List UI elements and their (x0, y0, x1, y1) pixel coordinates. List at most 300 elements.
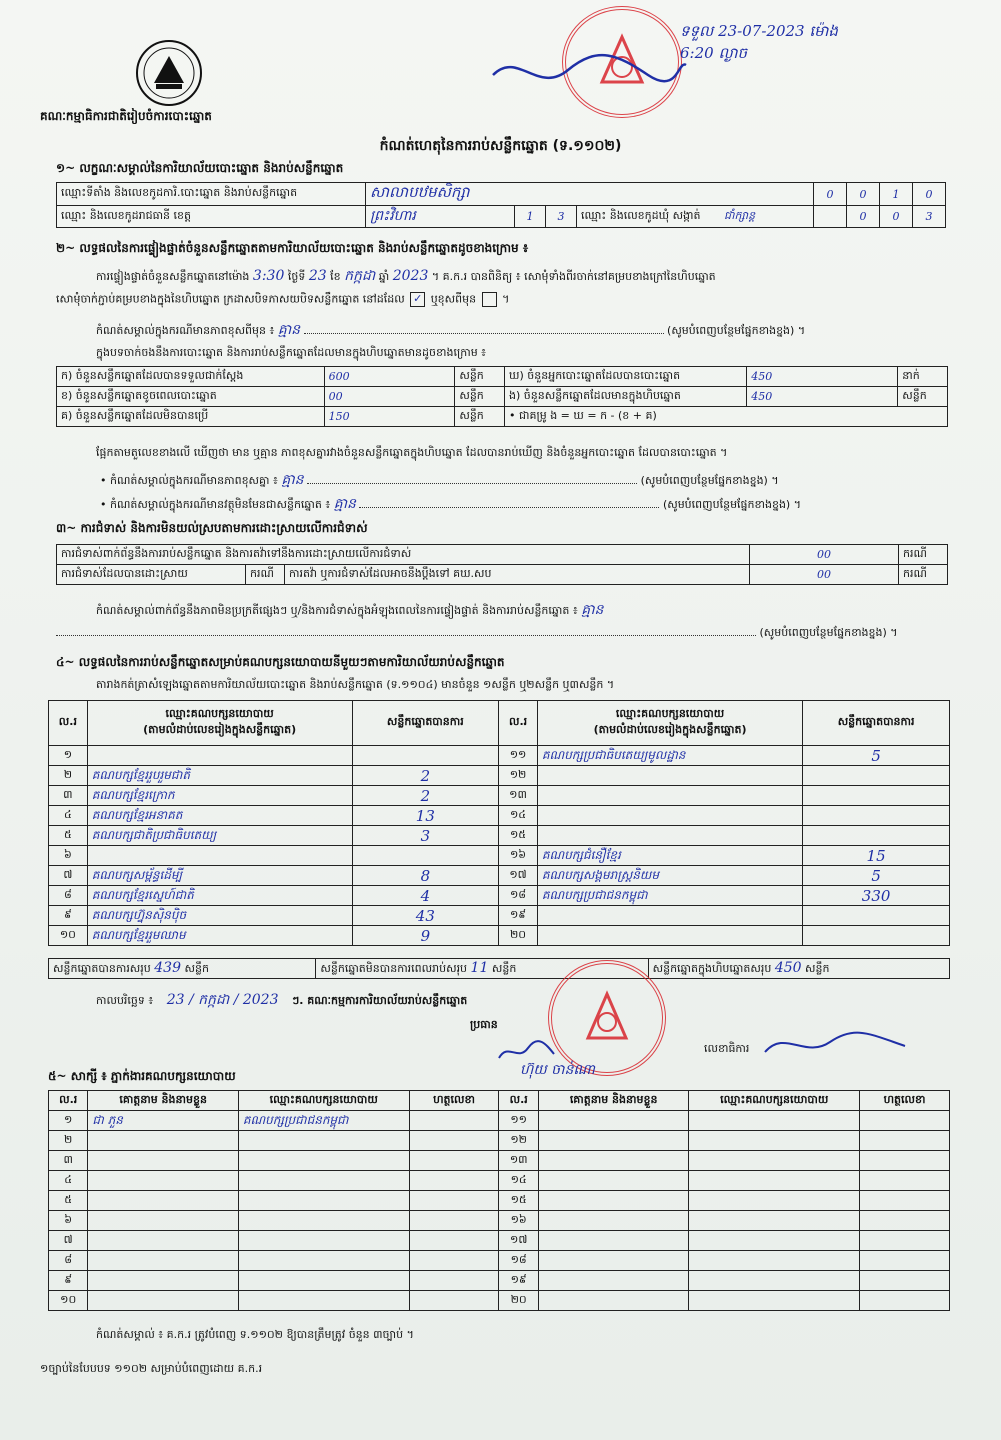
province-value: ព្រះវិហារ (366, 206, 515, 228)
table-row (49, 906, 950, 926)
note3-value: គ្មាន (333, 496, 356, 512)
party-name (537, 786, 802, 806)
witness-name (88, 1291, 239, 1311)
table-row (49, 746, 950, 766)
witness-no: ១៣ (499, 1151, 538, 1171)
witness-party (238, 1171, 409, 1191)
party-name (537, 766, 802, 786)
location-value: សាលាបឋមសិក្សា (366, 183, 814, 206)
irregularity-hint: (សូមបំពេញបន្ថែមផ្នែកខាងខ្នង) ។ (759, 626, 898, 639)
witness-signature (409, 1111, 499, 1131)
vote-count: 5 (803, 866, 950, 886)
witness-signature (409, 1211, 499, 1231)
row-no: ១៧ (499, 866, 538, 886)
witness-party (689, 1211, 860, 1231)
province-code-1: 1 (515, 206, 546, 228)
row-no: ៥ (49, 826, 88, 846)
total-box-cell (648, 959, 949, 979)
col-party-left-title: ឈ្មោះគណបក្សនយោបាយ (165, 707, 274, 720)
w-col-sign-left: ហត្ថលេខា (409, 1091, 499, 1111)
form-title: កំណត់ហេតុនៃការរាប់សន្លឹកឆ្នោត (ទ.១១០២) (379, 138, 622, 154)
total-invalid-value: 11 (470, 959, 489, 976)
vote-count: 330 (803, 886, 950, 906)
row-no: ២០ (499, 926, 538, 946)
commune-label-cell (577, 206, 814, 228)
vote-count (803, 926, 950, 946)
witness-no: ២ (49, 1131, 88, 1151)
vote-count: 9 (352, 926, 499, 946)
table-row (49, 866, 950, 886)
witness-no: ១១ (499, 1111, 538, 1131)
party-name (87, 746, 352, 766)
witness-name (88, 1171, 239, 1191)
commune-code-1: 0 (847, 206, 880, 228)
totals-table (48, 958, 950, 979)
commune-value: ជាំក្សាន្ត (724, 208, 756, 222)
witness-party (689, 1171, 860, 1191)
objection-value: 00 (750, 545, 899, 565)
party-name: គណបក្សប្រជាធិបតេយ្យមូលដ្ឋាន (537, 746, 802, 766)
commune-code-3: 3 (913, 206, 946, 228)
vote-count: 15 (803, 846, 950, 866)
witness-name (88, 1251, 239, 1271)
spoiled-value: 00 (324, 387, 455, 407)
vote-count (803, 826, 950, 846)
party-name (537, 906, 802, 926)
total-box-label: សន្លឹកឆ្នោតក្នុងហិបឆ្នោតសរុប (652, 961, 772, 975)
received-unit: សន្លឹក (455, 367, 505, 387)
witness-signature (860, 1191, 950, 1211)
witness-name (538, 1211, 689, 1231)
in-box-value: 450 (747, 387, 898, 407)
witness-party (689, 1111, 860, 1131)
row-no: ១២ (499, 766, 538, 786)
witness-signature (409, 1151, 499, 1171)
commune-code-blank (814, 206, 847, 228)
table-row (49, 786, 950, 806)
col-party-left-sub: (តាមលំដាប់លេខរៀងក្នុងសន្លឹកឆ្នោត) (143, 723, 297, 736)
vote-count: 13 (352, 806, 499, 826)
verification-text-b: ថ្ងៃទី (287, 270, 306, 283)
note1-line (96, 320, 956, 341)
received-label: ក) ចំនួនសន្លឹកឆ្នោតដែលបានទទួលជាក់ស្តែង (57, 367, 325, 387)
receipt-note: ទទួល 23-07-2023 ម៉ោង 6:20 ល្ងាច (680, 22, 838, 62)
witness-no: ១៨ (499, 1251, 538, 1271)
witness-name (538, 1151, 689, 1171)
in-box-label: ង) ចំនួនសន្លឹកឆ្នោតដែលមានក្នុងហិបឆ្នោត (505, 387, 747, 407)
row-no: ១០ (49, 926, 88, 946)
w-col-party-right: ឈ្មោះគណបក្សនយោបាយ (689, 1091, 860, 1111)
vote-count: 5 (803, 746, 950, 766)
party-name (537, 826, 802, 846)
discrepancy-line: ផ្អែកតាមតួលេខខាងលើ ឃើញថា មាន ឬគ្មាន ភាពខុសគ្នារវាងចំនួនសន្លឹកឆ្នោតក្នុងហិបឆ្នោត ដែលបានរាប់ឃើញ និងចំនួនអ្នកបោះឆ្នោត ដែលបានបោះឆ្នោត ។ (96, 446, 728, 459)
total-invalid-unit: សន្លឹក (491, 961, 517, 975)
witness-no: ៩ (49, 1271, 88, 1291)
witness-party (238, 1291, 409, 1311)
section4-intro: តារាងកត់ត្រាសំឡេងឆ្នោតតាមការិយាល័យបោះឆ្នោត និងរាប់សន្លឹកឆ្នោត (ទ.១១០៤) មានចំនួន ១សន្លឹក ឬ២សន្លឹក ឬ៣សន្លឹក ។ (96, 678, 615, 691)
witness-body (49, 1111, 950, 1311)
witness-signature (860, 1111, 950, 1131)
total-invalid-label: សន្លឹកឆ្នោតមិនបានការពេលរាប់សរុប (320, 961, 468, 975)
witness-row (49, 1191, 950, 1211)
witness-row (49, 1231, 950, 1251)
witness-party (238, 1191, 409, 1211)
section3-table (56, 544, 948, 585)
witness-party (689, 1151, 860, 1171)
witness-name: ជា ភួន (88, 1111, 239, 1131)
irregularity-hint-line (56, 626, 946, 642)
col-votes-right: សន្លឹកឆ្នោតបានការ (803, 701, 950, 746)
witness-no: ៥ (49, 1191, 88, 1211)
bottom-note: ១ច្បាប់នៃបែបបទ ១១០២ សម្រាប់បំពេញដោយ គ.ក.រ (40, 1362, 263, 1375)
witness-signature (409, 1271, 499, 1291)
row-no: ១៤ (499, 806, 538, 826)
total-valid-label: សន្លឹកឆ្នោតបានការសរុប (53, 961, 151, 975)
witness-signature (409, 1251, 499, 1271)
total-valid-value: 439 (154, 959, 181, 976)
col-party-left (87, 701, 352, 746)
witness-table (48, 1090, 950, 1311)
different-checkbox[interactable] (482, 292, 497, 307)
col-no-right: ល.រ (499, 701, 538, 746)
w-col-name-left: គោត្តនាម និងនាមខ្លួន (88, 1091, 239, 1111)
witness-no: ៤ (49, 1171, 88, 1191)
witness-row (49, 1211, 950, 1231)
witness-party (689, 1131, 860, 1151)
col-votes-left: សន្លឹកឆ្នោតបានការ (352, 701, 499, 746)
vote-count (803, 766, 950, 786)
date-line (96, 990, 467, 1011)
note1-label: កំណត់សម្គាល់ក្នុងករណីមានភាពខុសពីមុន ៖ (96, 324, 275, 337)
voters-label: ឃ) ចំនួនអ្នកបោះឆ្នោតដែលបានបោះឆ្នោត (505, 367, 747, 387)
witness-signature (409, 1131, 499, 1151)
commune-code-2: 0 (880, 206, 913, 228)
witness-row (49, 1151, 950, 1171)
witness-no: ១៧ (499, 1231, 538, 1251)
col-party-right-sub: (តាមលំដាប់លេខរៀងក្នុងសន្លឹកឆ្នោត) (593, 723, 747, 736)
witness-name (538, 1251, 689, 1271)
note2-label: • កំណត់សម្គាល់ក្នុងករណីមានភាពខុសគ្នា ៖ (100, 474, 278, 487)
note1-value: គ្មាន (277, 322, 301, 338)
row-no: ៦ (49, 846, 88, 866)
row-no: ៧ (49, 866, 88, 886)
witness-name (538, 1191, 689, 1211)
footer-note: កំណត់សម្គាល់ ៖ គ.ក.រ ត្រូវបំពេញ ទ.១១០២ ឱ្យបានត្រឹមត្រូវ ចំនួន ៣ច្បាប់ ។ (96, 1328, 414, 1341)
row-no: ២ (49, 766, 88, 786)
president-label: ប្រធាន (470, 1018, 498, 1031)
verification-month: កក្កដា (344, 268, 376, 284)
row-no: ១១ (499, 746, 538, 766)
note1-hint: (សូមបំពេញបន្ថែមផ្នែកខាងខ្នង) ។ (667, 324, 806, 337)
vote-count (803, 906, 950, 926)
row-no: ៤ (49, 806, 88, 826)
table-row (49, 806, 950, 826)
location-code-2: 0 (847, 183, 880, 206)
witness-row (49, 1131, 950, 1151)
verification-line2-text: សោមុំចាក់ភ្ជាប់គម្របខាងក្នុងនៃហិបឆ្នោត ក្រដាសបិទភាសយបិទសន្លឹក​ឆ្នោត នៅដដែល (56, 292, 405, 306)
row-no: ១៨ (499, 886, 538, 906)
verification-time: 3:30 (252, 268, 285, 284)
date-label: កាលបរិច្ឆេទ ៖ (96, 994, 154, 1007)
note3-hint: (សូមបំពេញបន្ថែមផ្នែកខាងខ្នង) ។ (662, 498, 801, 511)
witness-name (88, 1231, 239, 1251)
verification-line2 (56, 292, 509, 309)
in-box-unit: សន្លឹក (898, 387, 948, 407)
w-col-party-left: ឈ្មោះគណបក្សនយោបាយ (238, 1091, 409, 1111)
witness-no: ៧ (49, 1231, 88, 1251)
secretary-label: លេខាធិការ (704, 1042, 750, 1055)
witness-no: ១ (49, 1111, 88, 1131)
party-name: គណបក្សសម្ព័ន្ធដើម្បី (87, 866, 352, 886)
row-no: ១៣ (499, 786, 538, 806)
party-name: គណបក្សខ្មែរក្រោក (87, 786, 352, 806)
col-no-left: ល.រ (49, 701, 88, 746)
different-option-label: ឬខុសពីមុន (430, 292, 477, 306)
section5-title: ៥~ សាក្សី ៖ ភ្នាក់ងារគណបក្សនយោបាយ (48, 1069, 236, 1083)
section2-intro: ក្នុងបទចាក់ចងនឹងការបោះឆ្នោត និងការរាប់សន្លឹកឆ្នោតដែលមានក្នុងហិបឆ្នោតមានដូចខាងក្រោម ៖ (96, 346, 487, 359)
section3-title: ៣~ ការជំទាស់ និងការមិនយល់ស្របតាមការដោះស្រាយលើការជំទាស់ (56, 521, 368, 535)
witness-signature (409, 1171, 499, 1191)
table-row (49, 766, 950, 786)
section2-title: ២~ លទ្ធផលនៃការផ្ទៀងផ្ទាត់ចំនួនសន្លឹកឆ្នោតតាមការិយាល័យបោះឆ្នោត និងរាប់សន្លឹកឆ្នោតដូចខាងក្រោម ៖ (56, 241, 529, 255)
vote-count: 8 (352, 866, 499, 886)
party-name: គណបក្សជាតិប្រជាធិបតេយ្យ (87, 826, 352, 846)
verification-text-d: ឆ្នាំ (378, 270, 390, 283)
witness-name (88, 1151, 239, 1171)
verification-text-c: ខែ (330, 270, 341, 283)
party-name: គណបក្សខ្មែរអនាគត (87, 806, 352, 826)
resolved-label: ការជំទាស់ដែលបានដោះស្រាយ (57, 565, 246, 585)
witness-party (238, 1211, 409, 1231)
official-stamp-bottom (548, 960, 666, 1076)
committee-label: គណៈកម្មាធិការជាតិរៀបចំការបោះឆ្នោត (40, 109, 212, 123)
table-row (49, 846, 950, 866)
irregularity-note (96, 600, 956, 621)
total-box-unit: សន្លឹក (805, 961, 830, 975)
witness-party (689, 1191, 860, 1211)
verification-line1 (96, 266, 956, 287)
witness-no: ៣ (49, 1151, 88, 1171)
location-code-4: 0 (913, 183, 946, 206)
party-name: គណបក្សខ្មែរស្នេហ៍ជាតិ (87, 886, 352, 906)
witness-name (538, 1131, 689, 1151)
note1-dots (304, 333, 664, 334)
office-committee-label: ៗ. គណៈកម្មការការិយាល័យរាប់សន្លឹកឆ្នោត (292, 994, 468, 1007)
objection-label: ការជំទាស់ពាក់ព័ន្ធនឹងការរាប់សន្លឹកឆ្នោត និងការតវ៉ាទៅនឹងការដោះស្រាយលើការជំទាស់ (57, 545, 750, 565)
table-row (49, 826, 950, 846)
witness-signature (860, 1211, 950, 1231)
witness-party (689, 1271, 860, 1291)
col-party-right-title: ឈ្មោះគណបក្សនយោបាយ (615, 707, 725, 720)
same-checkbox[interactable]: ✓ (410, 292, 425, 307)
witness-signature (860, 1151, 950, 1171)
witness-party (238, 1271, 409, 1291)
table-row (49, 886, 950, 906)
total-valid-unit: សន្លឹក (184, 961, 209, 975)
witness-row (49, 1271, 950, 1291)
witness-name (88, 1211, 239, 1231)
vote-count (803, 806, 950, 826)
witness-signature (409, 1231, 499, 1251)
verification-year: 2023 (392, 268, 429, 284)
spoiled-unit: សន្លឹក (455, 387, 505, 407)
vote-count (352, 846, 499, 866)
secretary-signature (760, 1024, 910, 1064)
note2-hint: (សូមបំពេញបន្ថែមផ្នែកខាងខ្នង) ។ (640, 474, 779, 487)
w-col-sign-right: ហត្ថលេខា (860, 1091, 950, 1111)
witness-no: ១២ (499, 1131, 538, 1151)
appeal-label: ការតវ៉ា ឬការជំទាស់ដែលអាចនឹងប្តឹងទៅ គឃ.សប (285, 565, 750, 585)
witness-signature (409, 1191, 499, 1211)
witness-name (538, 1111, 689, 1131)
witness-signature (860, 1251, 950, 1271)
col-party-right (537, 701, 802, 746)
party-votes-table (48, 700, 950, 946)
row-no: ៨ (49, 886, 88, 906)
witness-name (88, 1131, 239, 1151)
witness-no: ១៩ (499, 1271, 538, 1291)
witness-party (689, 1231, 860, 1251)
witness-no: ១៤ (499, 1171, 538, 1191)
president-signature (496, 1040, 556, 1064)
vote-count: 4 (352, 886, 499, 906)
witness-name (88, 1271, 239, 1291)
row-no: ៩ (49, 906, 88, 926)
spoiled-label: ខ) ចំនួនសន្លឹកឆ្នោតខូចពេលបោះឆ្នោត (57, 387, 325, 407)
vote-count: 2 (352, 766, 499, 786)
section1-title: ១~ លក្ខណៈសម្គាល់នៃការិយាល័យបោះឆ្នោត និងរាប់សន្លឹកឆ្នោត (56, 161, 344, 175)
party-name (537, 806, 802, 826)
witness-row (49, 1171, 950, 1191)
witness-party: គណបក្សប្រជាជនកម្ពុជា (238, 1111, 409, 1131)
witness-party (689, 1251, 860, 1271)
note3-label: • កំណត់សម្គាល់ក្នុងករណីមានវត្ថុមិនមែនជាសន្លឹកឆ្នោត ៖ (100, 498, 331, 511)
received-value: 600 (324, 367, 455, 387)
unused-unit: សន្លឹក (455, 407, 505, 427)
vote-count: 3 (352, 826, 499, 846)
party-name: គណបក្សហ្វ៊ុនស៊ិនប៉ិច (87, 906, 352, 926)
verification-text-a: ការផ្ទៀងផ្ទាត់ចំនួនសន្លឹកឆ្នោតនៅម៉ោង (96, 270, 250, 283)
party-votes-body (49, 746, 950, 946)
witness-no: ១០ (49, 1291, 88, 1311)
witness-signature (409, 1291, 499, 1311)
witness-no: ១៦ (499, 1211, 538, 1231)
party-name: គណបក្សប្រជាជនកម្ពុជា (537, 886, 802, 906)
w-col-no-left: ល.រ (49, 1091, 88, 1111)
witness-party (238, 1231, 409, 1251)
note3-dots (359, 507, 659, 508)
witness-no: ៨ (49, 1251, 88, 1271)
irregularity-dots (56, 635, 756, 636)
verification-text-e: ។ គ.ក.រ បានពិនិត្យ ៖ សោមុំទាំងពីរចាក់នៅគម្របខាងក្រៅនៃហិបឆ្នោត (431, 270, 716, 283)
witness-signature (860, 1131, 950, 1151)
w-col-name-right: គោត្តនាម និងនាមខ្លួន (538, 1091, 689, 1111)
irregularity-value: គ្មាន (581, 602, 604, 618)
resolved-unit: ករណី (246, 565, 285, 585)
vote-count (803, 786, 950, 806)
province-code-2: 3 (546, 206, 577, 228)
party-name (87, 846, 352, 866)
location-label: ឈ្មោះទីតាំង និងលេខកូដការិ.បោះឆ្នោត និងរាប់សន្លឹកឆ្នោត (57, 183, 366, 206)
row-no: ១៥ (499, 826, 538, 846)
objection-unit: ករណី (899, 545, 948, 565)
section4-title: ៤~ លទ្ធផលនៃការរាប់សន្លឹកឆ្នោតសម្រាប់គណបក្សនយោបាយនីមួយៗតាមការិយាល័យរាប់សន្លឹកឆ្នោត (56, 655, 505, 669)
witness-row (49, 1111, 950, 1131)
note3-line (100, 494, 960, 515)
witness-no: ២០ (499, 1291, 538, 1311)
witness-signature (860, 1171, 950, 1191)
appeal-unit: ករណី (899, 565, 948, 585)
witness-signature (860, 1291, 950, 1311)
location-code-1: 0 (814, 183, 847, 206)
witness-party (238, 1251, 409, 1271)
note2-dots (307, 483, 637, 484)
voters-value: 450 (747, 367, 898, 387)
national-emblem-icon (134, 38, 204, 108)
verification-day: 23 (308, 268, 327, 284)
date-value: 23 / កក្កដា / 2023 (166, 992, 279, 1008)
note2-value: គ្មាន (281, 472, 304, 488)
section1-table (56, 182, 946, 228)
row-no: ១ (49, 746, 88, 766)
witness-row (49, 1291, 950, 1311)
formula-label: • ជាគម្រូ ង = ឃ = ក - (ខ + គ) (505, 407, 948, 427)
vote-count: 43 (352, 906, 499, 926)
row-no: ១៦ (499, 846, 538, 866)
appeal-value: 00 (750, 565, 899, 585)
row-no: ១៩ (499, 906, 538, 926)
witness-no: ១៥ (499, 1191, 538, 1211)
witness-signature (860, 1271, 950, 1291)
voters-unit: នាក់ (898, 367, 948, 387)
total-valid-cell (49, 959, 316, 979)
witness-signature (860, 1231, 950, 1251)
unused-value: 150 (324, 407, 455, 427)
witness-party (238, 1151, 409, 1171)
party-name (537, 926, 802, 946)
witness-row (49, 1251, 950, 1271)
province-label: ឈ្មោះ និងលេខកូដរាជធានី ខេត្ត (57, 206, 366, 228)
table-row (49, 926, 950, 946)
witness-name (538, 1271, 689, 1291)
commune-label: ឈ្មោះ និងលេខកូដឃុំ សង្កាត់ (581, 208, 701, 222)
witness-name (538, 1171, 689, 1191)
section2-table (56, 366, 948, 427)
party-name: គណបក្សជំនឿខ្មែរ (537, 846, 802, 866)
witness-no: ៦ (49, 1211, 88, 1231)
president-name: ហ៊ុយ ចាន់ណា (520, 1062, 595, 1078)
vote-count (352, 746, 499, 766)
w-col-no-right: ល.រ (499, 1091, 538, 1111)
signature-top (488, 40, 688, 100)
witness-name (538, 1291, 689, 1311)
witness-name (538, 1231, 689, 1251)
party-name: គណបក្សខ្មែររួមឈាម (87, 926, 352, 946)
witness-name (88, 1191, 239, 1211)
row-no: ៣ (49, 786, 88, 806)
location-code-3: 1 (880, 183, 913, 206)
unused-label: គ) ចំនួនសន្លឹកឆ្នោតដែលមិនបានប្រើ (57, 407, 325, 427)
verification-line2-end: ។ (502, 292, 510, 306)
irregularity-label: កំណត់សម្គាល់ពាក់ព័ន្ធនឹងភាពមិនប្រក្រតីផ្សេងៗ ឬ/និងការជំទាស់ក្នុងអំឡុងពេលនៃការផ្ទៀងផ្ទាត់ និងការរាប់សន្លឹកឆ្នោត ៖ (96, 604, 578, 617)
witness-party (238, 1131, 409, 1151)
party-name: គណបក្សខ្មែររួបរួមជាតិ (87, 766, 352, 786)
note2-line (100, 470, 960, 491)
total-box-value: 450 (774, 959, 802, 976)
party-name: គណបក្សសង្គមរាស្ត្រនិយម (537, 866, 802, 886)
witness-party (689, 1291, 860, 1311)
vote-count: 2 (352, 786, 499, 806)
